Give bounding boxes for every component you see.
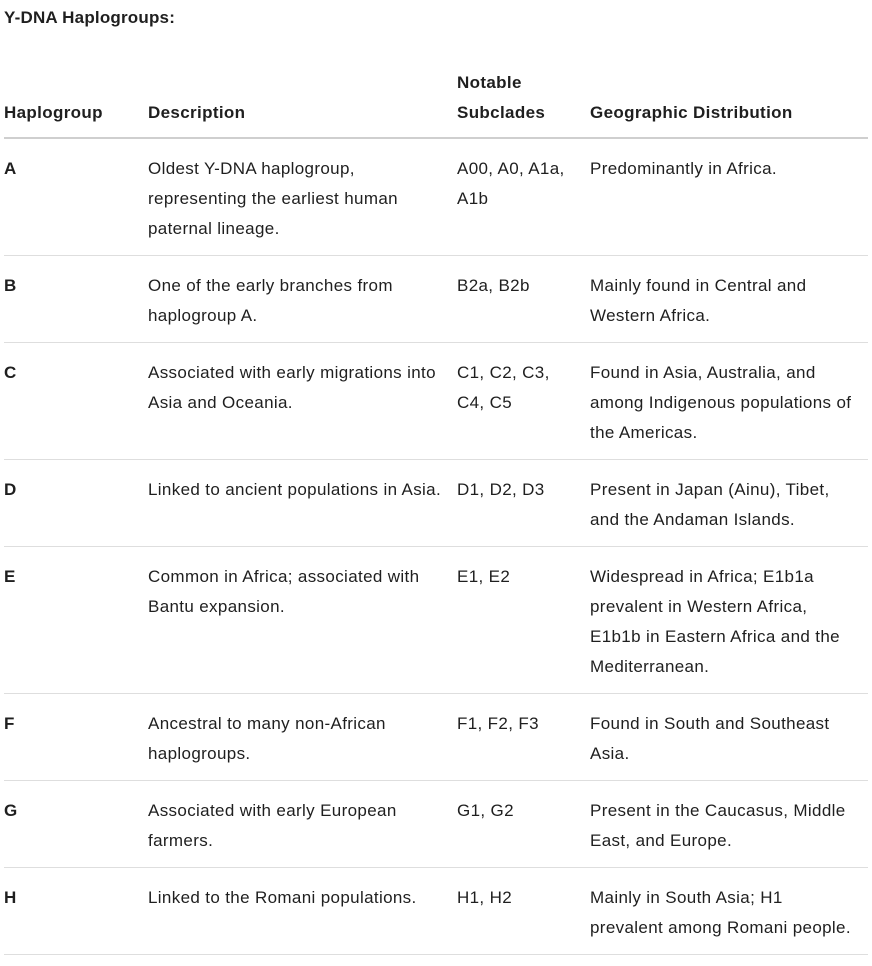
cell-haplogroup: C bbox=[4, 343, 148, 460]
cell-description: Common in Africa; associated with Bantu expansion. bbox=[148, 547, 457, 694]
table-row bbox=[4, 781, 868, 868]
cell-subclades: H1, H2 bbox=[457, 868, 590, 955]
haplogroup-table bbox=[4, 66, 868, 955]
table-row bbox=[4, 138, 868, 256]
cell-distribution: Found in Asia, Australia, and among Indigenous populations of the Americas. bbox=[590, 343, 868, 460]
table-row bbox=[4, 460, 868, 547]
header-distribution: Geographic Distribution bbox=[590, 66, 868, 138]
cell-description: Linked to ancient populations in Asia. bbox=[148, 460, 457, 547]
cell-subclades: A00, A0, A1a, A1b bbox=[457, 138, 590, 256]
cell-distribution: Mainly in South Asia; H1 prevalent among Romani people. bbox=[590, 868, 868, 955]
table-row bbox=[4, 694, 868, 781]
cell-description: One of the early branches from haplogroup A. bbox=[148, 256, 457, 343]
cell-subclades: B2a, B2b bbox=[457, 256, 590, 343]
cell-description: Linked to the Romani populations. bbox=[148, 868, 457, 955]
header-subclades: Notable Subclades bbox=[457, 66, 590, 138]
header-description: Description bbox=[148, 66, 457, 138]
cell-subclades: G1, G2 bbox=[457, 781, 590, 868]
cell-subclades: F1, F2, F3 bbox=[457, 694, 590, 781]
cell-subclades: E1, E2 bbox=[457, 547, 590, 694]
cell-description: Ancestral to many non-African haplogroups. bbox=[148, 694, 457, 781]
cell-subclades: D1, D2, D3 bbox=[457, 460, 590, 547]
cell-description: Associated with early migrations into Asia and Oceania. bbox=[148, 343, 457, 460]
table-header-row bbox=[4, 66, 868, 138]
section-title: Y-DNA Haplogroups: bbox=[4, 8, 176, 27]
cell-description: Associated with early European farmers. bbox=[148, 781, 457, 868]
table-row bbox=[4, 343, 868, 460]
cell-distribution: Mainly found in Central and Western Africa. bbox=[590, 256, 868, 343]
cell-distribution: Found in South and Southeast Asia. bbox=[590, 694, 868, 781]
table-row bbox=[4, 256, 868, 343]
cell-distribution: Present in the Caucasus, Middle East, and Europe. bbox=[590, 781, 868, 868]
cell-haplogroup: A bbox=[4, 138, 148, 256]
cell-description: Oldest Y-DNA haplogroup, representing the earliest human paternal lineage. bbox=[148, 138, 457, 256]
cell-haplogroup: G bbox=[4, 781, 148, 868]
cell-distribution: Present in Japan (Ainu), Tibet, and the Andaman Islands. bbox=[590, 460, 868, 547]
cell-distribution: Widespread in Africa; E1b1a prevalent in Western Africa, E1b1b in Eastern Africa and the Mediterranean. bbox=[590, 547, 868, 694]
table-row bbox=[4, 868, 868, 955]
cell-haplogroup: H bbox=[4, 868, 148, 955]
cell-subclades: C1, C2, C3, C4, C5 bbox=[457, 343, 590, 460]
table-row bbox=[4, 547, 868, 694]
cell-haplogroup: D bbox=[4, 460, 148, 547]
cell-distribution: Predominantly in Africa. bbox=[590, 138, 868, 256]
cell-haplogroup: F bbox=[4, 694, 148, 781]
header-haplogroup: Haplogroup bbox=[4, 66, 148, 138]
cell-haplogroup: B bbox=[4, 256, 148, 343]
cell-haplogroup: E bbox=[4, 547, 148, 694]
